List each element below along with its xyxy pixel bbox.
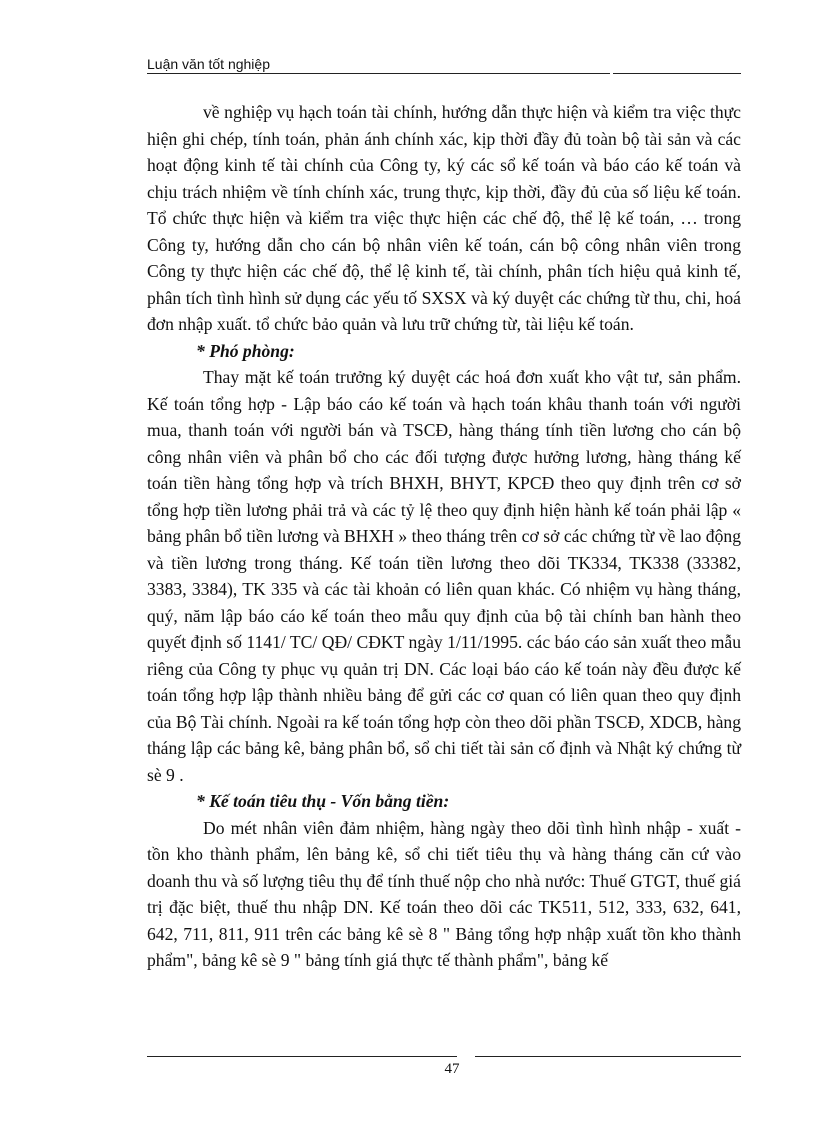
paragraph-intro: về nghiệp vụ hạch toán tài chính, hướng dẫn thực hiện và kiểm tra việc thực hiện ghi chép, tính toán, phản ánh chính xác, kịp thời đầy đủ toàn bộ tài sản và các hoạt động kinh tế tài chính của Công ty, ký các sổ kế toán và báo cáo kế toán và chịu trách nhiệm về tính chính xác, trung thực, kịp thời, đầy đủ của số liệu kế toán. Tổ chức thực hiện và kiểm tra việc thực hiện các chế độ, thể lệ kế toán, … trong Công ty, hướng dẫn cho cán bộ nhân viên kế toán, cán bộ công nhân viên trong Công ty thực hiện các chế độ, thể lệ kinh tế, tài chính, phân tích hiệu quả kinh tế, phân tích tình hình sử dụng các yếu tố SXSX và ký duyệt các chứng từ thu, chi, hoá đơn nhập xuất. tổ chức bảo quản và lưu trữ chứng từ, tài liệu kế toán. xyxy=(147,102,741,334)
running-header-title: Luận văn tốt nghiệp xyxy=(147,56,270,72)
page-number: 47 xyxy=(444,1061,460,1077)
page-footer xyxy=(147,1052,741,1082)
paragraph-ke-toan-tieu-thu: Do mét nhân viên đảm nhiệm, hàng ngày theo dõi tình hình nhập - xuất - tồn kho thành phẩm, lên bảng kê, sổ chi tiết tiêu thụ và hàng tháng căn cứ vào doanh thu và số lượng tiêu thụ để tính thuế nộp cho nhà nước: Thuế GTGT, thuế giá trị đặc biệt, thuế thu nhập DN. Kế toán theo dõi các TK511, 512, 333, 632, 641, 642, 711, 811, 911 trên các bảng kê sè 8 " Bảng tổng hợp nhập xuất tồn kho thành phẩm", bảng kê sè 9 " bảng tính giá thực tế thành phẩm", bảng kế xyxy=(147,817,741,970)
document-body xyxy=(147,99,741,974)
paragraph-pho-phong: Thay mặt kế toán trưởng ký duyệt các hoá đơn xuất kho vật tư, sản phẩm. Kế toán tổng hợp - Lập báo cáo kế toán và hạch toán khâu thanh toán với người mua, thanh toán với người bán và TSCĐ, hàng tháng tính tiền lương cho cán bộ công nhân viên và phân bổ cho các đối tượng được hưởng lương, hàng tháng kế toán tiền hàng tổng hợp và trích BHXH, BHYT, KPCĐ theo quy định trên cơ sở tổng hợp tiền lương phải trả và các tỷ lệ theo quy định hiện hành kế toán phải lập « bảng phân bổ tiền lương và BHXH » theo tháng trên cơ sở các chứng từ về lao động và tiền lương trong tháng. Kế toán tiền lương theo dõi TK334, TK338 (33382, 3383, 3384), TK 335 và các tài khoản có liên quan khác. Có nhiệm vụ hàng tháng, quý, năm lập báo cáo kế toán theo mẫu quy định của bộ tài chính ban hành theo quyết định số 1141/ TC/ QĐ/ CĐKT ngày 1/11/1995. các báo cáo sản xuất theo mẫu riêng của Công ty phục vụ quản trị DN. Các loại báo cáo kế toán này đều được kế toán tổng hợp lập thành nhiều bảng để gửi các cơ quan có liên quan theo quy định của Bộ Tài chính. Ngoài ra kế toán tổng hợp còn theo dõi phần TSCĐ, XDCB, hàng tháng lập các bảng kê, bảng phân bổ, sổ chi tiết tài sản cố định và Nhật ký chứng từ sè 9 . xyxy=(147,367,741,785)
footer-rule-right xyxy=(475,1056,741,1057)
header-rule-left xyxy=(147,73,610,74)
heading-pho-phong: * Phó phòng: xyxy=(196,340,295,361)
footer-rule-left xyxy=(147,1056,457,1057)
header-rule-right xyxy=(613,73,741,74)
page-header xyxy=(147,56,741,76)
heading-ke-toan-tieu-thu: * Kế toán tiêu thụ - Vốn bằng tiền: xyxy=(196,791,450,811)
